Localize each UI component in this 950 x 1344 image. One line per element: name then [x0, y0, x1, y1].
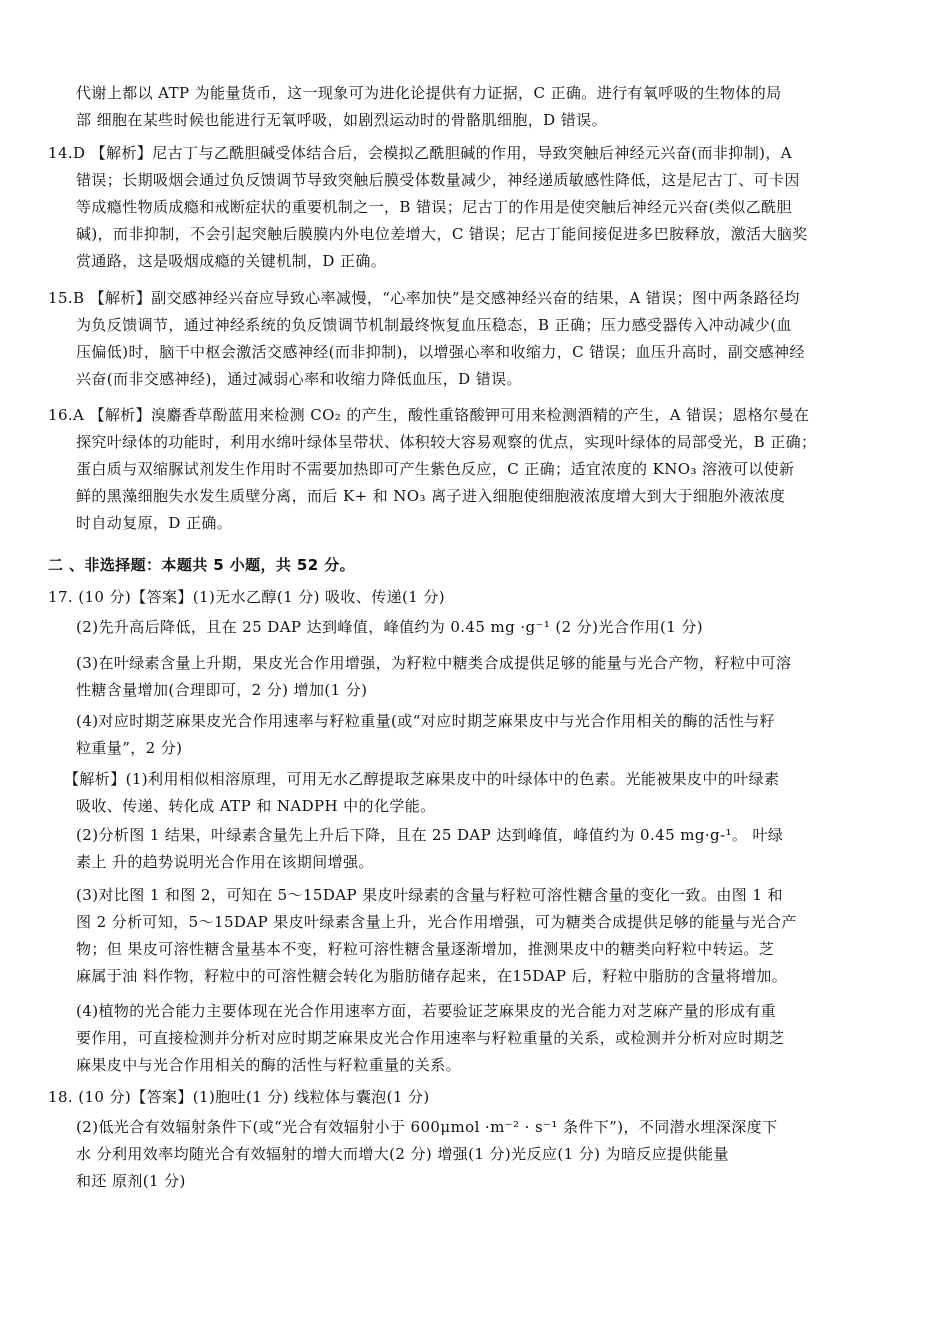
section-heading: 二 、非选择题：本题共 5 小题，共 52 分。	[48, 556, 356, 574]
text-line: 错误；长期吸烟会通过负反馈调节导致突触后膜受体数量减少，神经递质敏感性降低，这是尼古丁、可卡因	[76, 171, 800, 189]
q17-analysis-4	[76, 998, 916, 1079]
text-line: (3)对比图 1 和图 2，可知在 5～15DAP 果皮叶绿素的含量与籽粒可溶性糖含量的变化一致。由图 1 和	[76, 886, 783, 904]
q17-answer-3	[76, 650, 916, 704]
text-line: (4)对应时期芝麻果皮光合作用速率与籽粒重量(或“对应时期芝麻果皮中与光合作用相关的酶的活性与籽	[76, 712, 775, 730]
text-line: 等成瘾性物质成瘾和戒断症状的重要机制之一，B 错误；尼古丁的作用是使突触后神经元兴奋(类似乙酰胆	[76, 198, 792, 216]
text-line: 鲜的黑藻细胞失水发生质壁分离，而后 K+ 和 NO₃ 离子进入细胞使细胞液浓度增大到大于细胞外液浓度	[76, 487, 786, 505]
text-line: 14.D 【解析】尼古丁与乙酰胆碱受体结合后，会模拟乙酰胆碱的作用，导致突触后神经元兴奋(而非抑制)，A	[48, 144, 792, 162]
text-line: 素上 升的趋势说明光合作用在该期间增强。	[76, 853, 374, 871]
text-line: 和还 原剂(1 分)	[76, 1172, 186, 1190]
text-line: (3)在叶绿素含量上升期，果皮光合作用增强，为籽粒中糖类合成提供足够的能量与光合产物，籽粒中可溶	[76, 654, 792, 672]
q14-explanation	[48, 140, 918, 275]
q17-analysis-3	[76, 882, 916, 990]
q17-answer-2: (2)先升高后降低，且在 25 DAP 达到峰值，峰值约为 0.45 mg ·g⁻¹ (2 分)光合作用(1 分)	[76, 618, 704, 636]
text-line: 水 分利用效率均随光合有效辐射的增大而增大(2 分) 增强(1 分)光反应(1 分) 为暗反应提供能量	[76, 1145, 729, 1163]
text-line: 麻属于油 料作物，籽粒中的可溶性糖会转化为脂肪储存起来，在15DAP 后，籽粒中脂肪的含量将增加。	[76, 967, 788, 985]
text-line: 图 2 分析可知，5～15DAP 果皮叶绿素含量上升，光合作用增强，可为糖类合成提供足够的能量与光合产	[76, 913, 797, 931]
text-line: (2)低光合有效辐射条件下(或“光合有效辐射小于 600μmol ·m⁻² · s⁻¹ 条件下”)，不同潜水埋深深度下	[76, 1118, 778, 1136]
text-line: 吸收、传递、转化成 ATP 和 NADPH 中的化学能。	[76, 797, 436, 815]
text-line: 15.B 【解析】副交感神经兴奋应导致心率减慢，“心率加快”是交感神经兴奋的结果，A 错误；图中两条路径均	[48, 289, 800, 307]
text-line: 代谢上都以 ATP 为能量货币，这一现象可为进化论提供有力证据，C 正确。进行有氧呼吸的生物体的局	[76, 84, 782, 102]
text-line: 16.A 【解析】溴麝香草酚蓝用来检测 CO₂ 的产生，酸性重铬酸钾可用来检测酒精的产生，A 错误；恩格尔曼在	[48, 406, 810, 424]
q18-answer-2	[76, 1114, 916, 1195]
text-line: 探究叶绿体的功能时，利用水绵叶绿体呈带状、体积较大容易观察的优点，实现叶绿体的局部受光，B 正确；	[76, 433, 817, 451]
text-line: 粒重量”，2 分)	[76, 739, 183, 757]
text-line: 要作用，可直接检测并分析对应时期芝麻果皮光合作用速率与籽粒重量的关系，或检测并分析对应时期芝	[76, 1029, 785, 1047]
text-line: 麻果皮中与光合作用相关的酶的活性与籽粒重量的关系。	[76, 1056, 462, 1074]
text-line: 蛋白质与双缩脲试剂发生作用时不需要加热即可产生紫色反应，C 正确；适宜浓度的 KNO₃ 溶液可以使新	[76, 460, 795, 478]
q15-explanation	[48, 285, 918, 393]
text-line: 碱)，而非抑制，不会引起突触后膜膜内外电位差增大，C 错误；尼古丁能间接促进多巴胺释放，激活大脑奖	[76, 225, 808, 243]
text-line: 部 细胞在某些时候也能进行无氧呼吸，如剧烈运动时的骨骼肌细胞，D 错误。	[76, 111, 607, 129]
q16-explanation	[48, 402, 918, 537]
text-line: (2)分析图 1 结果，叶绿素含量先上升后下降，且在 25 DAP 达到峰值，峰值约为 0.45 mg·g-¹。 叶绿	[76, 826, 784, 844]
q18-answer-1: 18. (10 分)【答案】(1)胞吐(1 分) 线粒体与囊泡(1 分)	[48, 1088, 430, 1106]
text-line: 兴奋(而非交感神经)，通过减弱心率和收缩力降低血压，D 错误。	[76, 370, 522, 388]
q17-answer-1: 17. (10 分)【答案】(1)无水乙醇(1 分) 吸收、传递(1 分)	[48, 588, 446, 606]
q17-analysis-2	[76, 822, 916, 876]
q17-analysis-1	[64, 766, 914, 820]
text-line: (4)植物的光合能力主要体现在光合作用速率方面，若要验证芝麻果皮的光合能力对芝麻产量的形成有重	[76, 1002, 777, 1020]
text-line: 时自动复原，D 正确。	[76, 514, 233, 532]
text-line: 赏通路，这是吸烟成瘾的关键机制，D 正确。	[76, 252, 387, 270]
text-line: 性糖含量增加(合理即可，2 分) 增加(1 分)	[76, 681, 368, 699]
text-line: 压偏低)时，脑干中枢会激活交感神经(而非抑制)，以增强心率和收缩力，C 错误；血压升高时，副交感神经	[76, 343, 805, 361]
q17-answer-4	[76, 708, 916, 762]
text-line: 物；但 果皮可溶性糖含量基本不变，籽粒可溶性糖含量逐渐增加，推测果皮中的糖类向籽粒中转运。芝	[76, 940, 775, 958]
text-line: 为负反馈调节，通过神经系统的负反馈调节机制最终恢复血压稳态，B 正确；压力感受器传入冲动减少(血	[76, 316, 792, 334]
q13-continuation	[76, 80, 916, 134]
text-line: 【解析】(1)利用相似相溶原理，可用无水乙醇提取芝麻果皮中的叶绿体中的色素。光能被果皮中的叶绿素	[64, 770, 780, 788]
